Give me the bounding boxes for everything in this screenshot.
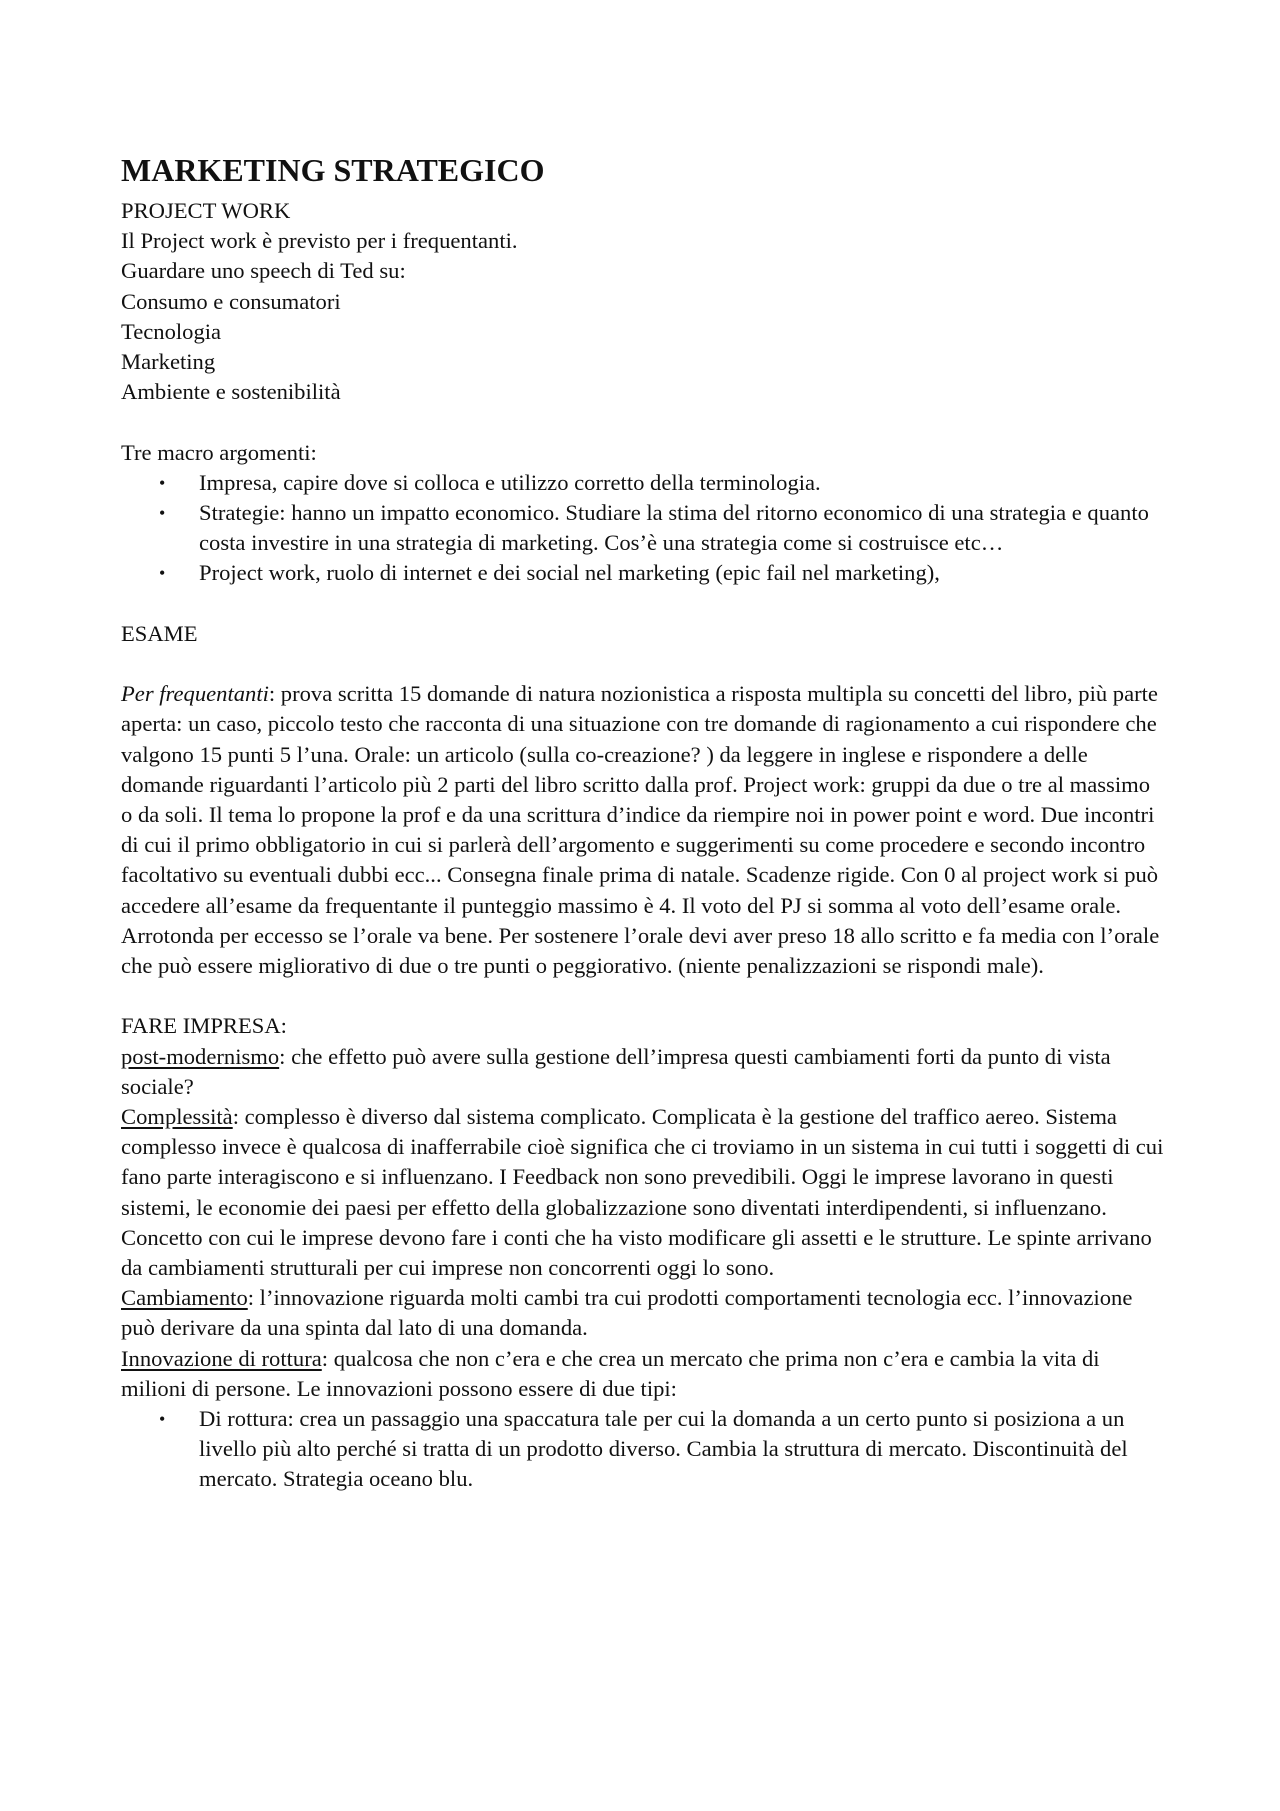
paragraph-text: : prova scritta 15 domande di natura nozionistica a risposta multipla su concetti del libro, più parte aperta: un caso, piccolo testo che racconta di una situazione con tre domande di ragionamento a cui rispondere che valgono 15 punti 5 l’una. Orale: un articolo (sulla co-creazione? ) da leggere in inglese e rispondere a delle domande riguardanti l’articolo più 2 parti del libro scritto dalla prof. Project work: gruppi da due o tre al massimo o da soli. Il tema lo propone la prof e da una scrittura d’indice da riempire noi in power point e word. Due incontri di cui il primo obbligatorio in cui si parlerà dell’argomento e suggerimenti su come procedere e secondo incontro facoltativo su eventuali dubbi ecc... Consegna finale prima di natale. Scadenze rigide. Con 0 al project work si può accedere all’esame da frequentante il punteggio massimo è 4. Il voto del PJ si somma al voto dell’esame orale. Arrotonda per eccesso se l’orale va bene. Per sostenere l’orale devi aver preso 18 allo scritto e fa media con l’orale che può essere migliorativo di due o tre punti o peggiorativo. (niente penalizzazioni se rispondi male). — [121, 681, 1160, 979]
list-item — [121, 468, 1166, 498]
paragraph — [121, 679, 1166, 981]
section-heading: ESAME — [121, 620, 198, 646]
term-text: : complesso è diverso dal sistema complicato. Complicata è la gestione del traffico aereo. Sistema complesso invece è qualcosa di inafferrabile cioè significa che ci troviamo in un sistema in cui tutti i soggetti di cui fano parte interagiscono e si influenzano. I Feedback non sono prevedibili. Oggi le imprese lavorano in questi sistemi, le economie dei paesi per effetto della globalizzazione sono diventati interdipendenti, si influenzano. Concetto con cui le imprese devono fare i conti che ha visto modificare gli assetti e le strutture. Le spinte arrivano da cambiamenti strutturali per cui imprese non concorrenti oggi lo sono. — [121, 1104, 1164, 1281]
spacer — [121, 649, 1166, 679]
esame-section — [121, 619, 1166, 981]
list-item — [121, 1404, 1166, 1495]
term-paragraph — [121, 1042, 1166, 1102]
term-paragraph — [121, 1283, 1166, 1343]
bullet-list — [121, 468, 1166, 589]
term: Complessità — [121, 1104, 233, 1130]
text-line: Il Project work è previsto per i frequentanti. — [121, 228, 518, 254]
list-item-text: Project work, ruolo di internet e dei social nel marketing (epic fail nel marketing), — [199, 560, 940, 586]
term: Cambiamento — [121, 1285, 248, 1311]
bullet-icon: • — [159, 563, 166, 584]
list-item-text: Impresa, capire dove si colloca e utilizzo corretto della terminologia. — [199, 469, 821, 495]
paragraph-lead: Per frequentanti — [121, 681, 269, 707]
term: Innovazione di rottura — [121, 1345, 322, 1371]
bullet-icon: • — [159, 503, 166, 524]
document-title: MARKETING STRATEGICO — [121, 152, 545, 188]
fare-impresa-section — [121, 1011, 1166, 1494]
bullet-list — [121, 1404, 1166, 1495]
text-line: Tecnologia — [121, 318, 222, 344]
list-item-text: Strategie: hanno un impatto economico. Studiare la stima del ritorno economico di una strategia e quanto costa investire in una strategia di marketing. Cos’è una strategia come si costruisce etc… — [199, 500, 1149, 556]
term: post-modernismo — [121, 1043, 280, 1069]
text-line: Guardare uno speech di Ted su: — [121, 258, 406, 284]
term-paragraph — [121, 1102, 1166, 1283]
spacer — [121, 589, 1166, 619]
term-text: : l’innovazione riguarda molti cambi tra cui prodotti comportamenti tecnologia ecc. l’innovazione può derivare da una spinta dal lato di una domanda. — [121, 1285, 1133, 1341]
bullet-icon: • — [159, 1409, 166, 1430]
macro-section — [121, 438, 1166, 589]
document-page — [121, 150, 1166, 1495]
bullet-icon: • — [159, 472, 166, 493]
text-line: Marketing — [121, 349, 216, 375]
text-line: Ambiente e sostenibilità — [121, 379, 341, 405]
term-text: : che effetto può avere sulla gestione dell’impresa questi cambiamenti forti da punto di vista sociale? — [121, 1043, 1111, 1099]
text-line: Tre macro argomenti: — [121, 439, 317, 465]
section-heading: PROJECT WORK — [121, 198, 291, 223]
spacer — [121, 407, 1166, 437]
project-work-section — [121, 196, 1166, 407]
term-text: : qualcosa che non c’era e che crea un mercato che prima non c’era e cambia la vita di milioni di persone. Le innovazioni possono essere di due tipi: — [121, 1345, 1100, 1401]
list-item — [121, 558, 1166, 588]
section-heading: FARE IMPRESA: — [121, 1013, 287, 1039]
spacer — [121, 981, 1166, 1011]
term-paragraph — [121, 1344, 1166, 1404]
list-item-text: Di rottura: crea un passaggio una spaccatura tale per cui la domanda a un certo punto si posiziona a un livello più alto perché si tratta di un prodotto diverso. Cambia la struttura di mercato. Discontinuità del mercato. Strategia oceano blu. — [199, 1406, 1128, 1492]
list-item — [121, 498, 1166, 558]
text-line: Consumo e consumatori — [121, 288, 341, 314]
